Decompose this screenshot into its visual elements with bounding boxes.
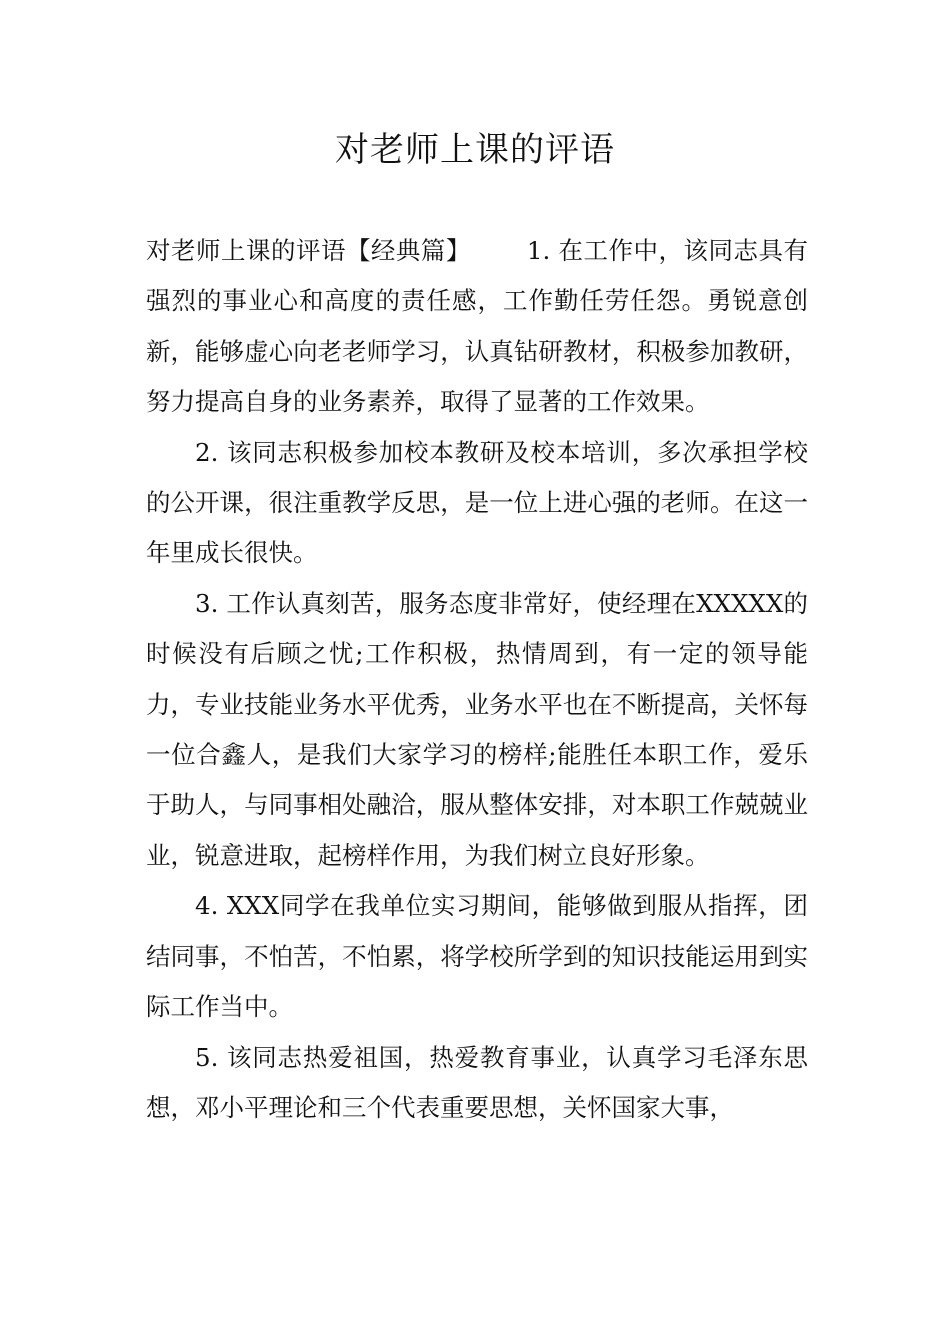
- lead-heading: 对老师上课的评语【经典篇】: [146, 236, 471, 265]
- paragraph-3: 3. 工作认真刻苦，服务态度非常好，使经理在XXXXX的时候没有后顾之忧;工作积极，热情周到，有一定的领导能力，专业技能业务水平优秀，业务水平也在不断提高，关怀每一位合鑫人，是我们大家学习的榜样;能胜任本职工作，爱乐于助人，与同事相处融洽，服从整体安排，对本职工作兢兢业业，锐意进取，起榜样作用，为我们树立良好形象。: [146, 588, 808, 870]
- document-body: [146, 226, 808, 1133]
- paragraph-2: 2. 该同志积极参加校本教研及校本培训，多次承担学校的公开课，很注重教学反思，是一位上进心强的老师。在这一年里成长很快。: [146, 437, 808, 568]
- document-title: 对老师上课的评语: [335, 130, 615, 170]
- paragraph-4: 4. XXX同学在我单位实习期间，能够做到服从指挥，团结同事，不怕苦，不怕累，将学校所学到的知识技能运用到实际工作当中。: [146, 891, 808, 1022]
- paragraph-5: 5. 该同志热爱祖国，热爱教育事业，认真学习毛泽东思想，邓小平理论和三个代表重要思想，关怀国家大事，: [146, 1042, 808, 1122]
- paragraph-1-text: 1. 在工作中，该同志具有强烈的事业心和高度的责任感，工作勤任劳任怨。勇锐意创新，能够虚心向老老师学习，认真钻研教材，积极参加教研，努力提高自身的业务素养，取得了显著的工作效果。: [146, 236, 808, 417]
- paragraph-1: [146, 226, 808, 428]
